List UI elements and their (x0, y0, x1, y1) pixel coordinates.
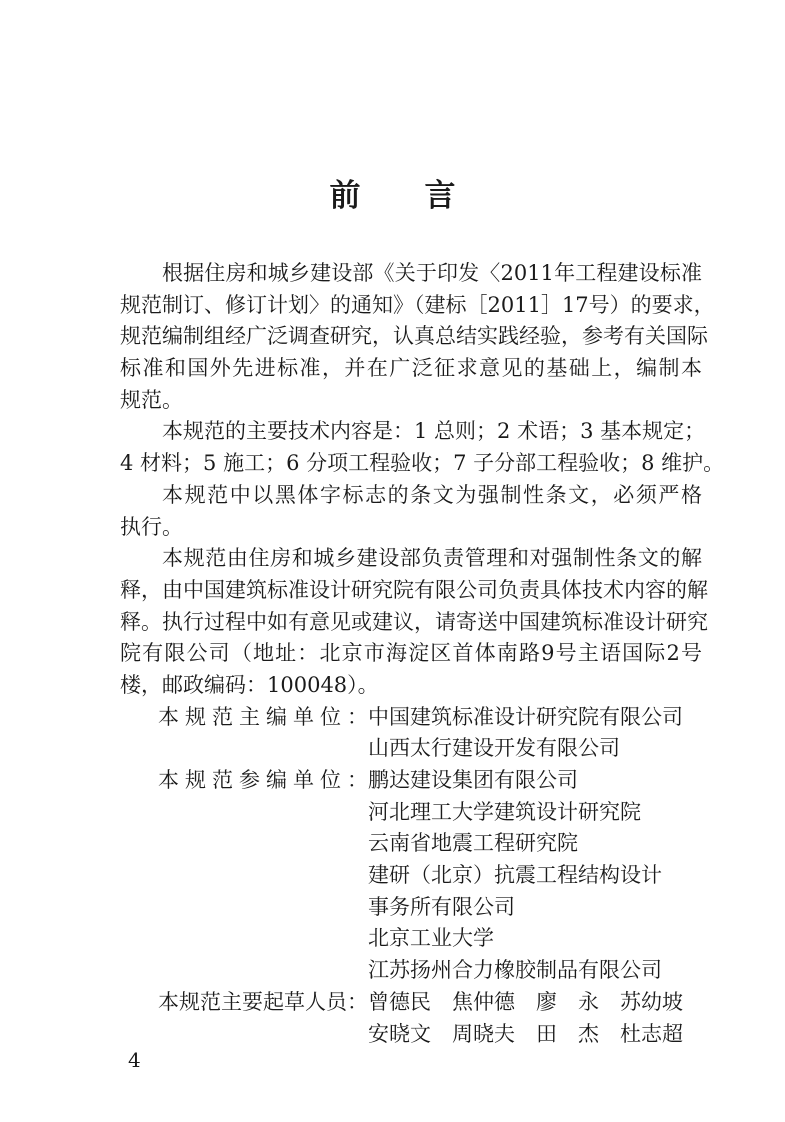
unit-value: 安晓文 周晓夫 田 杰 杜志超 (368, 1021, 683, 1046)
unit-label (120, 860, 368, 892)
unit-label (120, 955, 368, 987)
unit-value: 云南省地震工程研究院 (368, 831, 578, 856)
unit-value: 江苏扬州合力橡胶制品有限公司 (368, 958, 662, 983)
unit-value: 事务所有限公司 (368, 894, 515, 919)
title-char: 前 (329, 178, 361, 214)
unit-label (120, 1019, 368, 1051)
title-char: 言 (424, 178, 456, 214)
text-line: 楼，邮政编码：100048）。 (120, 672, 379, 697)
text-line: 执行。 (120, 514, 183, 539)
unit-value: 建研（北京）抗震工程结构设计 (368, 863, 662, 888)
unit-row (120, 987, 702, 1019)
unit-label (120, 828, 368, 860)
unit-label (120, 892, 368, 924)
unit-label (120, 733, 368, 765)
unit-row (120, 765, 702, 797)
page-title (0, 170, 785, 215)
text-line: 本规范由住房和城乡建设部负责管理和对强制性条文的解 (162, 546, 702, 571)
text-line: 院有限公司（地址：北京市海淀区首体南路9号主语国际2号 (120, 641, 702, 666)
unit-block (120, 702, 702, 765)
unit-row (120, 1019, 702, 1051)
unit-value: 北京工业大学 (368, 926, 494, 951)
unit-value: 鹏达建设集团有限公司 (368, 768, 578, 792)
text-line: 标准和国外先进标准，并在广泛征求意见的基础上，编制本 (120, 356, 702, 381)
unit-value: 曾德民 焦仲德 廖 永 苏幼坡 (368, 989, 683, 1014)
text-line: 规范编制组经广泛调查研究，认真总结实践经验，参考有关国际 (120, 324, 708, 349)
text-line: 本规范中以黑体字标志的条文为强制性条文，必须严格 (162, 482, 702, 507)
paragraph (120, 416, 725, 479)
unit-row (120, 733, 702, 765)
unit-row (120, 955, 702, 987)
unit-row (120, 923, 702, 955)
paragraph (120, 543, 708, 701)
text-line: 本规范的主要技术内容是：1 总则；2 术语；3 基本规定； (162, 419, 706, 444)
text-line: 释，由中国建筑标准设计研究院有限公司负责具体技术内容的解 (120, 577, 708, 602)
unit-label: 本规范主要起草人员： (158, 989, 368, 1014)
unit-label (120, 797, 368, 829)
unit-value: 山西太行建设开发有限公司 (368, 736, 620, 761)
unit-block (120, 765, 702, 987)
text-line: 规范制订、修订计划〉的通知》（建标［2011］17号）的要求， (120, 292, 715, 317)
text-line: 规范。 (120, 387, 183, 412)
text-line: 释。执行过程中如有意见或建议，请寄送中国建筑标准设计研究 (120, 609, 708, 634)
unit-row (120, 860, 702, 892)
unit-row (120, 892, 702, 924)
unit-row (120, 828, 702, 860)
paragraph (120, 480, 702, 543)
text-line: 根据住房和城乡建设部《关于印发〈2011年工程建设标准 (162, 261, 702, 285)
text-line: 4 材料；5 施工；6 分项工程验收；7 子分部工程验收；8 维护。 (120, 451, 725, 476)
unit-row (120, 702, 702, 734)
unit-label: 本规范主编单位： (158, 704, 368, 729)
paragraph (120, 258, 715, 416)
unit-value: 中国建筑标准设计研究院有限公司 (368, 704, 683, 729)
unit-block (120, 987, 702, 1050)
unit-row (120, 797, 702, 829)
preface-body (120, 258, 725, 1050)
unit-value: 河北理工大学建筑设计研究院 (368, 799, 641, 824)
page-number: 4 (128, 1048, 141, 1072)
unit-label: 本规范参编单位： (158, 768, 368, 792)
unit-label (120, 923, 368, 955)
